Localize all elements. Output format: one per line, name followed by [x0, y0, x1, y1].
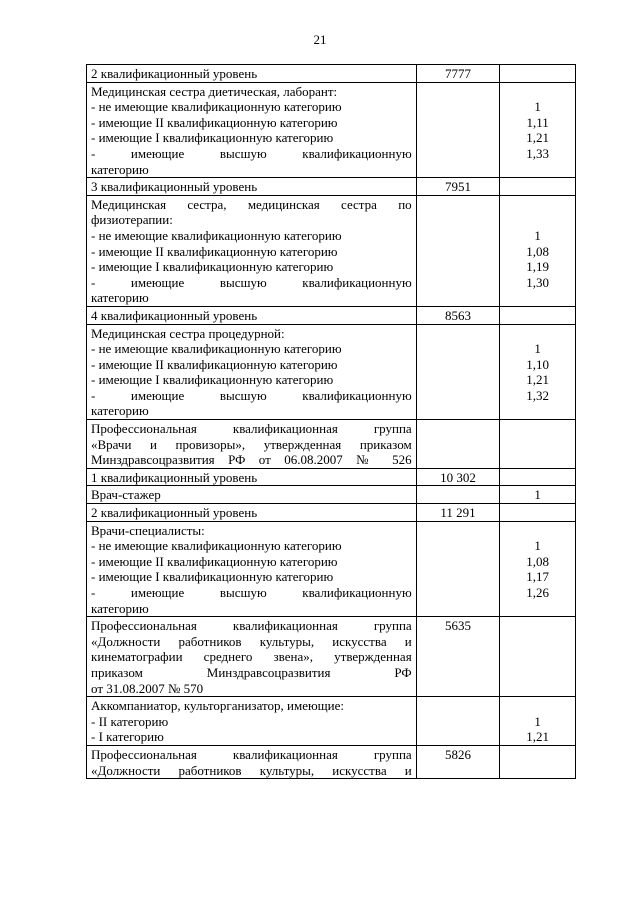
coefficient-value: 1,26: [526, 585, 550, 600]
salary-cell: [416, 65, 500, 83]
category-line: - имеющие I квалификационную категорию: [91, 569, 334, 585]
category-line: - имеющие II квалификационную категорию: [91, 553, 338, 569]
position-header-line: Медицинская сестра диетическая, лаборант:: [91, 83, 338, 99]
salary-value: 8563: [445, 307, 472, 323]
spacer: [504, 84, 571, 100]
salary-value: 5826: [445, 746, 472, 762]
group-text-line: Профессиональная квалификационная группа: [91, 618, 412, 634]
description-cell: [87, 697, 417, 746]
category-line: категорию: [91, 290, 149, 306]
coefficient-cell: [500, 504, 576, 522]
spacer: [504, 523, 571, 539]
coefficient-cell: [500, 420, 576, 469]
salary-cell: [416, 745, 500, 778]
group-text-line: Профессиональная квалификационная группа: [91, 746, 412, 762]
coefficient-value: 1,32: [526, 387, 550, 403]
table-row: [87, 324, 576, 420]
coefficient-cell: [500, 195, 576, 306]
table-body: [87, 65, 576, 779]
category-line: - не имеющие квалификационную категорию: [91, 538, 342, 554]
description-cell: [87, 306, 417, 324]
description-cell: [87, 521, 417, 617]
coefficient-cell: [500, 468, 576, 486]
coefficient-cell: [500, 617, 576, 697]
table-row: [87, 82, 576, 178]
coefficient-cell: [500, 324, 576, 420]
coefficient-value: 1: [534, 99, 541, 115]
coefficient-value: 1,08: [526, 553, 550, 569]
category-line: - имеющие высшую квалификационную: [91, 585, 412, 600]
position-header-line: Медицинская сестра процедурной:: [91, 325, 285, 341]
page-number: 21: [313, 32, 327, 47]
position-header-line: Аккомпаниатор, культорганизатор, имеющие:: [91, 698, 345, 714]
description-cell: [87, 420, 417, 469]
salary-cell: [416, 468, 500, 486]
position-header-line: Медицинская сестра, медицинская сестра по: [91, 196, 412, 212]
table-row: [87, 65, 576, 83]
table-row: [87, 486, 576, 504]
salary-value: 10 302: [440, 469, 476, 485]
spacer: [504, 197, 571, 213]
level-title: 1 квалификационный уровень: [91, 469, 258, 485]
coefficient-value: 1,21: [526, 729, 550, 745]
table-row: [87, 195, 576, 306]
description-cell: [87, 178, 417, 196]
spacer: [504, 326, 571, 342]
group-text-line: Профессиональная квалификационная группа: [91, 421, 412, 437]
group-text-line: кинематографии среднего звена», утвержденная: [91, 649, 412, 665]
level-title: 2 квалификационный уровень: [91, 66, 258, 81]
table-row: [87, 697, 576, 746]
coefficient-value: 1: [534, 713, 541, 729]
level-title: 4 квалификационный уровень: [91, 307, 258, 323]
category-line: - имеющие II квалификационную категорию: [91, 243, 338, 259]
category-line: - имеющие высшую квалификационную: [91, 145, 412, 161]
group-text-line: приказом Минздравсоцразвития РФ: [91, 664, 412, 680]
salary-cell: [416, 178, 500, 196]
category-line: категорию: [91, 403, 149, 419]
salary-cell: [416, 420, 500, 469]
group-text-line: «Должности работников культуры, искусства и: [91, 633, 412, 649]
category-line: - II категорию: [91, 713, 169, 729]
description-cell: [87, 324, 417, 420]
coefficient-value: 1: [534, 538, 541, 554]
coefficient-cell: [500, 65, 576, 83]
salary-cell: [416, 82, 500, 178]
salary-cell: [416, 504, 500, 522]
level-title: 2 квалификационный уровень: [91, 505, 258, 521]
table-row: [87, 468, 576, 486]
coefficient-value: 1,17: [526, 569, 550, 585]
category-line: - имеющие I квалификационную категорию: [91, 130, 334, 146]
table-row: [87, 178, 576, 196]
category-line: - не имеющие квалификационную категорию: [91, 227, 342, 243]
position-header-line: Врачи-специалисты:: [91, 522, 205, 538]
coefficient-cell: [500, 82, 576, 178]
coefficient-value: 1,08: [526, 243, 550, 259]
table-row: [87, 306, 576, 324]
salary-cell: [416, 324, 500, 420]
table-row: [87, 420, 576, 469]
salary-value: 11 291: [440, 505, 476, 521]
salary-coefficient-table: [86, 64, 576, 779]
coefficient-cell: [500, 745, 576, 778]
description-cell: [87, 617, 417, 697]
category-line: - I категорию: [91, 729, 164, 745]
description-cell: [87, 504, 417, 522]
coefficient-value: 1,11: [526, 114, 549, 130]
coefficient-value: 1,10: [526, 356, 550, 372]
group-text-line: Минздравсоцразвития РФ от 06.08.2007 № 526: [91, 452, 412, 468]
coefficient-value: 1,19: [526, 259, 550, 275]
description-cell: [87, 745, 417, 778]
position-header-line: физиотерапии:: [91, 212, 173, 228]
coefficient-cell: [500, 697, 576, 746]
coefficient-value: 1: [534, 487, 541, 503]
coefficient-cell: [500, 306, 576, 324]
coefficient-value: 1,21: [526, 372, 550, 388]
salary-cell: [416, 697, 500, 746]
category-line: - имеющие II квалификационную категорию: [91, 356, 338, 372]
category-line: - не имеющие квалификационную категорию: [91, 341, 342, 357]
description-cell: [87, 65, 417, 83]
category-line: - имеющие высшую квалификационную: [91, 274, 412, 290]
table-row: [87, 745, 576, 778]
group-text-line: «Врачи и провизоры», утвержденная приказом: [91, 436, 412, 452]
salary-cell: [416, 306, 500, 324]
salary-cell: [416, 521, 500, 617]
level-title: 3 квалификационный уровень: [91, 179, 258, 195]
salary-value: 7777: [445, 66, 472, 81]
salary-cell: [416, 617, 500, 697]
coefficient-value: 1: [534, 341, 541, 357]
coefficient-cell: [500, 178, 576, 196]
coefficient-cell: [500, 486, 576, 504]
category-line: - имеющие II квалификационную категорию: [91, 114, 338, 130]
group-text-line: от 31.08.2007 № 570: [91, 680, 204, 696]
table-row: [87, 504, 576, 522]
coefficient-value: 1,21: [526, 130, 550, 146]
coefficient-cell: [500, 521, 576, 617]
description-cell: [87, 486, 417, 504]
salary-value: 5635: [445, 618, 472, 634]
table-row: [87, 617, 576, 697]
group-text-line: «Должности работников культуры, искусства и: [91, 762, 412, 778]
category-line: категорию: [91, 161, 149, 177]
salary-cell: [416, 486, 500, 504]
coefficient-value: 1,33: [526, 145, 550, 161]
category-line: - имеющие высшую квалификационную: [91, 387, 412, 403]
coefficient-value: 1,30: [526, 274, 550, 290]
position-title: Врач-стажер: [91, 487, 161, 503]
description-cell: [87, 82, 417, 178]
category-line: - не имеющие квалификационную категорию: [91, 99, 342, 115]
table-row: [87, 521, 576, 617]
salary-value: 7951: [445, 179, 472, 195]
spacer: [504, 212, 571, 228]
category-line: - имеющие I квалификационную категорию: [91, 259, 334, 275]
description-cell: [87, 468, 417, 486]
spacer: [504, 698, 571, 714]
description-cell: [87, 195, 417, 306]
salary-cell: [416, 195, 500, 306]
coefficient-value: 1: [534, 227, 541, 243]
category-line: - имеющие I квалификационную категорию: [91, 372, 334, 388]
category-line: категорию: [91, 600, 149, 616]
